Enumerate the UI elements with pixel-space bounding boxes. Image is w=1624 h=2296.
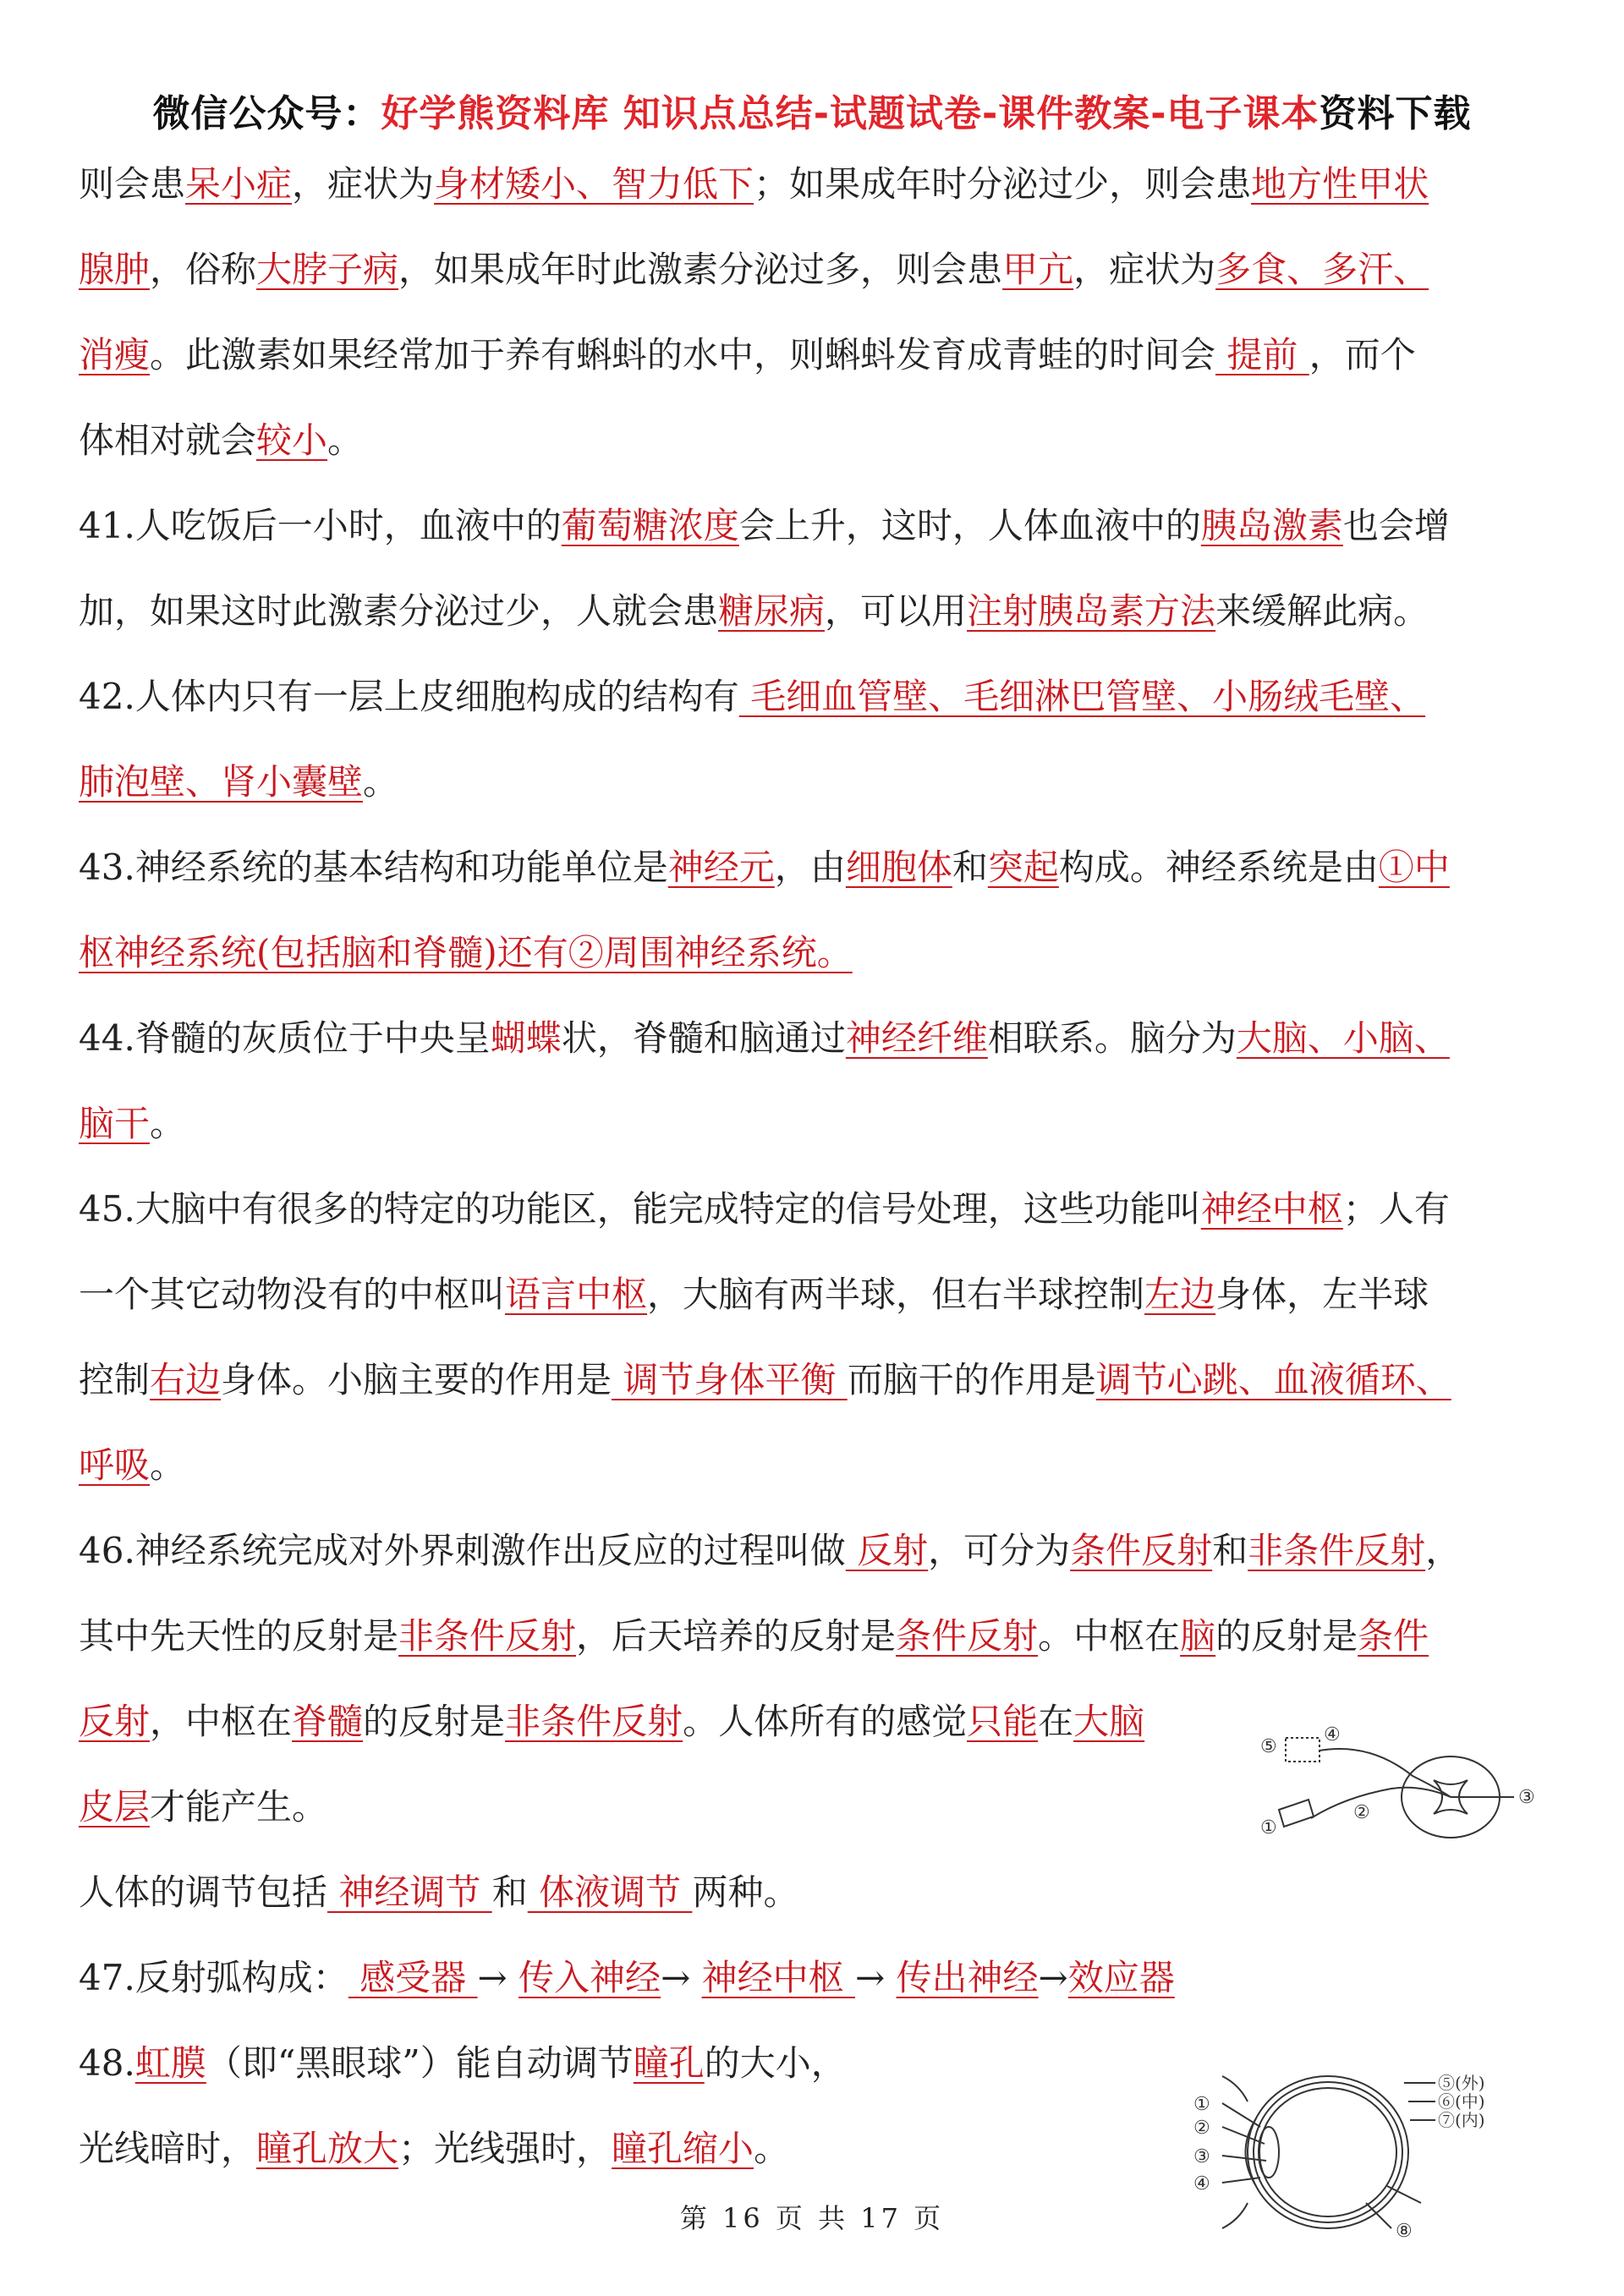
text-line (79, 492, 1559, 578)
answer-text: ①中 (1378, 847, 1450, 888)
text-line (79, 1517, 1559, 1603)
body-text: ；人有 (1342, 1188, 1450, 1230)
answer-text: 皮层 (79, 1786, 151, 1827)
body-text: ，可以用 (825, 590, 968, 632)
eye-label-5: ⑤(外) (1438, 2073, 1485, 2093)
answer-text: 神经中枢 (701, 1957, 855, 1998)
body-text: ，症状为 (1073, 249, 1216, 290)
answer-text: 枢神经系统(包括脑和脊髓)还有②周围神经系统。 (79, 932, 853, 973)
answer-text: 呼吸 (79, 1444, 151, 1486)
document-body (79, 151, 1559, 2200)
answer-text: 瞳孔 (633, 2042, 705, 2084)
body-text: → (854, 1957, 897, 1998)
body-text: 46.神经系统完成对外界刺激作出反应的过程叫做 (79, 1530, 846, 1571)
body-text: 的大小， (704, 2042, 847, 2084)
answer-text: 条件 (1358, 1615, 1429, 1657)
body-text: ，如果成年时此激素分泌过多，则会患 (398, 249, 1003, 290)
text-line (79, 1603, 1559, 1688)
body-text: 身体，左半球 (1215, 1274, 1429, 1315)
reflex-arc-figure (1260, 1725, 1548, 1852)
answer-text: 甲亢 (1002, 249, 1074, 290)
body-text: 体相对就会 (79, 419, 257, 461)
body-text: 人体的调节包括 (79, 1871, 328, 1913)
body-text: 。 (363, 761, 399, 803)
body-text: 来缓解此病。 (1215, 590, 1429, 632)
body-text: → (477, 1957, 519, 1998)
eye-label-8: ⑧ (1396, 2221, 1413, 2242)
answer-text: 细胞体 (845, 847, 952, 888)
text-line (79, 1261, 1559, 1346)
text-line (79, 236, 1559, 321)
body-text: ；如果成年时分泌过少，则会患 (754, 163, 1252, 205)
answer-text: 脑 (1180, 1615, 1216, 1657)
text-line (79, 1346, 1559, 1432)
answer-text: 神经纤维 (845, 1017, 988, 1059)
body-text: 相联系。脑分为 (987, 1017, 1237, 1059)
answer-text: 腺肿 (79, 249, 151, 290)
answer-text: 体液调节 (527, 1871, 693, 1913)
answer-text: 脑干 (79, 1103, 151, 1144)
text-line (79, 663, 1559, 748)
answer-text: 瞳孔缩小 (612, 2128, 754, 2169)
answer-text: 条件反射 (1070, 1530, 1213, 1571)
body-text: 也会增 (1342, 505, 1450, 546)
keyword-text: 蝴蝶 (490, 1017, 562, 1059)
answer-text: 调节心跳、血液循环、 (1095, 1359, 1451, 1400)
body-text: 的反射是 (363, 1701, 506, 1742)
reflex-label-5: ⑤ (1260, 1736, 1277, 1757)
reflex-label-4: ④ (1324, 1725, 1341, 1745)
answer-text: 糖尿病 (718, 590, 826, 632)
answer-text: 胰岛激素 (1200, 505, 1343, 546)
answer-text: 虹膜 (134, 2042, 206, 2084)
body-text: 一个其它动物没有的中枢叫 (79, 1274, 506, 1315)
body-text: ，可分为 (928, 1530, 1071, 1571)
body-text: → (661, 1957, 702, 1998)
answer-text: 传入神经 (518, 1957, 661, 1998)
body-text: 。 (150, 1444, 186, 1486)
body-text: 。此激素如果经常加于养有蝌蚪的水中，则蝌蚪发育成青蛙的时间会 (150, 334, 1216, 375)
eye-label-3: ③ (1193, 2146, 1210, 2167)
body-text: 。 (150, 1103, 186, 1144)
answer-text: 注射胰岛素方法 (967, 590, 1216, 632)
answer-text: 神经元 (667, 847, 775, 888)
eye-label-6: ⑥(中) (1438, 2091, 1485, 2112)
body-text: 。人体所有的感觉 (683, 1701, 968, 1742)
answer-text: 调节身体平衡 (612, 1359, 848, 1400)
body-text: ， (1425, 1530, 1462, 1571)
text-line (79, 1005, 1559, 1090)
answer-text: 传出神经 (896, 1957, 1039, 1998)
body-text: 状，脊髓和脑通过 (561, 1017, 846, 1059)
body-text: 会上升，这时，人体血液中的 (738, 505, 1201, 546)
body-text: 则会患 (79, 163, 186, 205)
body-text: 控制 (79, 1359, 151, 1400)
answer-text: 非条件反射 (1248, 1530, 1426, 1571)
body-text: ，大脑有两半球，但右半球控制 (647, 1274, 1145, 1315)
answer-text: 葡萄糖浓度 (561, 505, 739, 546)
answer-text: 右边 (150, 1359, 222, 1400)
body-text: 和 (952, 847, 988, 888)
body-text: ；光线强时， (398, 2128, 612, 2169)
page-header (0, 83, 1624, 137)
body-text: 。 (754, 2128, 790, 2169)
text-line (79, 1944, 1559, 2030)
answer-text: 只能 (967, 1701, 1039, 1742)
answer-text: 非条件反射 (398, 1615, 577, 1657)
body-text: 身体。小脑主要的作用是 (221, 1359, 612, 1400)
eye-label-2: ② (1193, 2118, 1210, 2139)
body-text: 和 (491, 1871, 528, 1913)
answer-text: 地方性甲状 (1251, 163, 1429, 205)
eye-label-7: ⑦(内) (1438, 2110, 1485, 2130)
answer-text: 身材矮小、智力低下 (434, 163, 754, 205)
body-text: → (1038, 1957, 1068, 1998)
body-text: （即“黑眼球”）能自动调节 (206, 2042, 634, 2084)
answer-text: 多食、多汗、 (1215, 249, 1429, 290)
answer-text: 条件反射 (896, 1615, 1039, 1657)
body-text: 才能产生。 (150, 1786, 328, 1827)
eye-label-4: ④ (1193, 2173, 1210, 2195)
body-text: 45.大脑中有很多的特定的功能区，能完成特定的信号处理，这些功能叫 (79, 1188, 1201, 1230)
answer-text: 大脑 (1073, 1701, 1145, 1742)
eye-label-1: ① (1193, 2094, 1210, 2115)
header-suffix: 资料下载 (1319, 92, 1472, 135)
reflex-label-3: ③ (1518, 1787, 1535, 1808)
body-text: 加，如果这时此激素分泌过少，人就会患 (79, 590, 719, 632)
text-line (79, 578, 1559, 663)
body-text: 在 (1038, 1701, 1074, 1742)
body-text: ，中枢在 (150, 1701, 293, 1742)
answer-text: 消瘦 (79, 334, 151, 375)
answer-text: 较小 (256, 419, 328, 461)
body-text: 43.神经系统的基本结构和功能单位是 (79, 847, 668, 888)
answer-text: 非条件反射 (505, 1701, 683, 1742)
text-line (79, 834, 1559, 919)
answer-text: 效应器 (1067, 1957, 1175, 1998)
body-text: 构成。神经系统是由 (1058, 847, 1379, 888)
answer-text: 提前 (1215, 334, 1309, 375)
answer-text: 神经中枢 (1200, 1188, 1343, 1230)
body-text: ，症状为 (292, 163, 435, 205)
answer-text: 脊髓 (292, 1701, 364, 1742)
text-line (79, 151, 1559, 236)
body-text: 和 (1212, 1530, 1248, 1571)
text-line (79, 1432, 1559, 1517)
body-text: 的反射是 (1215, 1615, 1358, 1657)
text-line (79, 407, 1559, 492)
answer-text: 毛细血管壁、毛细淋巴管壁、小肠绒毛壁、 (738, 676, 1426, 717)
answer-text: 左边 (1144, 1274, 1216, 1315)
body-text: 。 (327, 419, 364, 461)
reflex-label-1: ① (1260, 1817, 1277, 1838)
body-text: 其中先天性的反射是 (79, 1615, 399, 1657)
body-text: 而脑干的作用是 (847, 1359, 1096, 1400)
text-line (79, 1090, 1559, 1175)
text-line (79, 1859, 1559, 1944)
body-text: 光线暗时， (79, 2128, 257, 2169)
body-text: ，而个 (1309, 334, 1416, 375)
body-text: 44.脊髓的灰质位于中央呈 (79, 1017, 491, 1059)
answer-text: 反射 (79, 1701, 151, 1742)
answer-text: 肺泡壁、肾小囊壁 (79, 761, 364, 803)
body-text: 。中枢在 (1038, 1615, 1181, 1657)
answer-text: 突起 (987, 847, 1059, 888)
text-line (79, 919, 1559, 1005)
body-text: 48. (79, 2042, 135, 2084)
header-red-text: 好学熊资料库 知识点总结-试题试卷-课件教案-电子课本 (381, 92, 1320, 135)
header-prefix: 微信公众号： (152, 92, 381, 135)
text-line (79, 748, 1559, 834)
body-text: 41.人吃饭后一小时，血液中的 (79, 505, 562, 546)
page-footer: 第 16 页 共 17 页 (679, 2202, 945, 2234)
answer-text: 大脑、小脑、 (1236, 1017, 1450, 1059)
body-text: 42.人体内只有一层上皮细胞构成的结构有 (79, 676, 739, 717)
text-line (79, 1175, 1559, 1261)
answer-text: 大脖子病 (256, 249, 399, 290)
text-line (79, 321, 1559, 407)
answer-text: 神经调节 (327, 1871, 492, 1913)
body-text: ，由 (774, 847, 846, 888)
answer-text: 瞳孔放大 (256, 2128, 399, 2169)
body-text: 47.反射弧构成： (79, 1957, 348, 1998)
body-text: ，俗称 (150, 249, 257, 290)
answer-text: 反射 (845, 1530, 929, 1571)
answer-text: 语言中枢 (505, 1274, 648, 1315)
answer-text: 呆小症 (185, 163, 293, 205)
answer-text: 感受器 (348, 1957, 478, 1998)
reflex-label-2: ② (1353, 1802, 1370, 1823)
body-text: ，后天培养的反射是 (576, 1615, 897, 1657)
body-text: 两种。 (692, 1871, 799, 1913)
